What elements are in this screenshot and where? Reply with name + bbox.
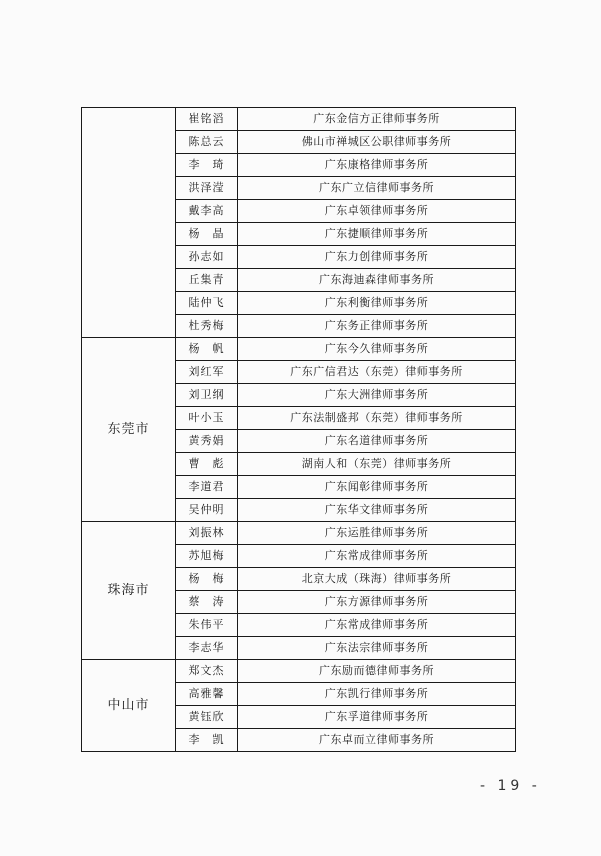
law-firm-cell: 广东广立信律师事务所 bbox=[238, 177, 516, 200]
page-number: - 19 - bbox=[480, 778, 541, 794]
lawyer-name-cell: 戴李高 bbox=[176, 200, 238, 223]
law-firm-cell: 广东方源律师事务所 bbox=[238, 591, 516, 614]
law-firm-cell: 广东卓领律师事务所 bbox=[238, 200, 516, 223]
lawyer-roster-table bbox=[81, 107, 516, 752]
city-cell: 东莞市 bbox=[82, 338, 176, 522]
law-firm-cell: 广东凯行律师事务所 bbox=[238, 683, 516, 706]
law-firm-cell: 广东大洲律师事务所 bbox=[238, 384, 516, 407]
lawyer-name-cell: 吴仲明 bbox=[176, 499, 238, 522]
lawyer-name-cell: 苏旭梅 bbox=[176, 545, 238, 568]
lawyer-name-cell: 孙志如 bbox=[176, 246, 238, 269]
lawyer-name-cell: 李志华 bbox=[176, 637, 238, 660]
table-row bbox=[82, 338, 516, 361]
law-firm-cell: 广东华文律师事务所 bbox=[238, 499, 516, 522]
lawyer-name-cell: 李 琦 bbox=[176, 154, 238, 177]
law-firm-cell: 广东卓而立律师事务所 bbox=[238, 729, 516, 752]
lawyer-name-cell: 曹 彪 bbox=[176, 453, 238, 476]
lawyer-name-cell: 刘振林 bbox=[176, 522, 238, 545]
law-firm-cell: 广东捷顺律师事务所 bbox=[238, 223, 516, 246]
law-firm-cell: 广东励而德律师事务所 bbox=[238, 660, 516, 683]
law-firm-cell: 广东金信方正律师事务所 bbox=[238, 108, 516, 131]
lawyer-name-cell: 丘集青 bbox=[176, 269, 238, 292]
lawyer-name-cell: 崔铭滔 bbox=[176, 108, 238, 131]
lawyer-name-cell: 刘红军 bbox=[176, 361, 238, 384]
law-firm-cell: 广东运胜律师事务所 bbox=[238, 522, 516, 545]
roster-table-body bbox=[82, 108, 516, 752]
city-cell bbox=[82, 108, 176, 338]
city-cell: 中山市 bbox=[82, 660, 176, 752]
law-firm-cell: 广东康格律师事务所 bbox=[238, 154, 516, 177]
law-firm-cell: 广东孚道律师事务所 bbox=[238, 706, 516, 729]
lawyer-name-cell: 陈总云 bbox=[176, 131, 238, 154]
table-row bbox=[82, 108, 516, 131]
table-row bbox=[82, 660, 516, 683]
lawyer-name-cell: 黄钰欣 bbox=[176, 706, 238, 729]
law-firm-cell: 湖南人和（东莞）律师事务所 bbox=[238, 453, 516, 476]
lawyer-name-cell: 刘卫纲 bbox=[176, 384, 238, 407]
lawyer-name-cell: 杨 梅 bbox=[176, 568, 238, 591]
law-firm-cell: 广东海迪森律师事务所 bbox=[238, 269, 516, 292]
lawyer-name-cell: 李道君 bbox=[176, 476, 238, 499]
lawyer-name-cell: 陆仲飞 bbox=[176, 292, 238, 315]
law-firm-cell: 广东利衡律师事务所 bbox=[238, 292, 516, 315]
law-firm-cell: 北京大成（珠海）律师事务所 bbox=[238, 568, 516, 591]
lawyer-name-cell: 叶小玉 bbox=[176, 407, 238, 430]
law-firm-cell: 广东务正律师事务所 bbox=[238, 315, 516, 338]
lawyer-name-cell: 黄秀娟 bbox=[176, 430, 238, 453]
law-firm-cell: 广东广信君达（东莞）律师事务所 bbox=[238, 361, 516, 384]
lawyer-name-cell: 杨 晶 bbox=[176, 223, 238, 246]
law-firm-cell: 广东名道律师事务所 bbox=[238, 430, 516, 453]
law-firm-cell: 广东常成律师事务所 bbox=[238, 545, 516, 568]
table-row bbox=[82, 522, 516, 545]
lawyer-name-cell: 郑文杰 bbox=[176, 660, 238, 683]
law-firm-cell: 广东力创律师事务所 bbox=[238, 246, 516, 269]
lawyer-name-cell: 蔡 涛 bbox=[176, 591, 238, 614]
city-cell: 珠海市 bbox=[82, 522, 176, 660]
law-firm-cell: 佛山市禅城区公职律师事务所 bbox=[238, 131, 516, 154]
lawyer-name-cell: 高雅馨 bbox=[176, 683, 238, 706]
lawyer-name-cell: 杜秀梅 bbox=[176, 315, 238, 338]
lawyer-name-cell: 李 凯 bbox=[176, 729, 238, 752]
lawyer-name-cell: 朱伟平 bbox=[176, 614, 238, 637]
law-firm-cell: 广东常成律师事务所 bbox=[238, 614, 516, 637]
law-firm-cell: 广东法宗律师事务所 bbox=[238, 637, 516, 660]
law-firm-cell: 广东法制盛邦（东莞）律师事务所 bbox=[238, 407, 516, 430]
lawyer-name-cell: 杨 帆 bbox=[176, 338, 238, 361]
law-firm-cell: 广东今久律师事务所 bbox=[238, 338, 516, 361]
law-firm-cell: 广东闻彰律师事务所 bbox=[238, 476, 516, 499]
lawyer-name-cell: 洪泽滢 bbox=[176, 177, 238, 200]
